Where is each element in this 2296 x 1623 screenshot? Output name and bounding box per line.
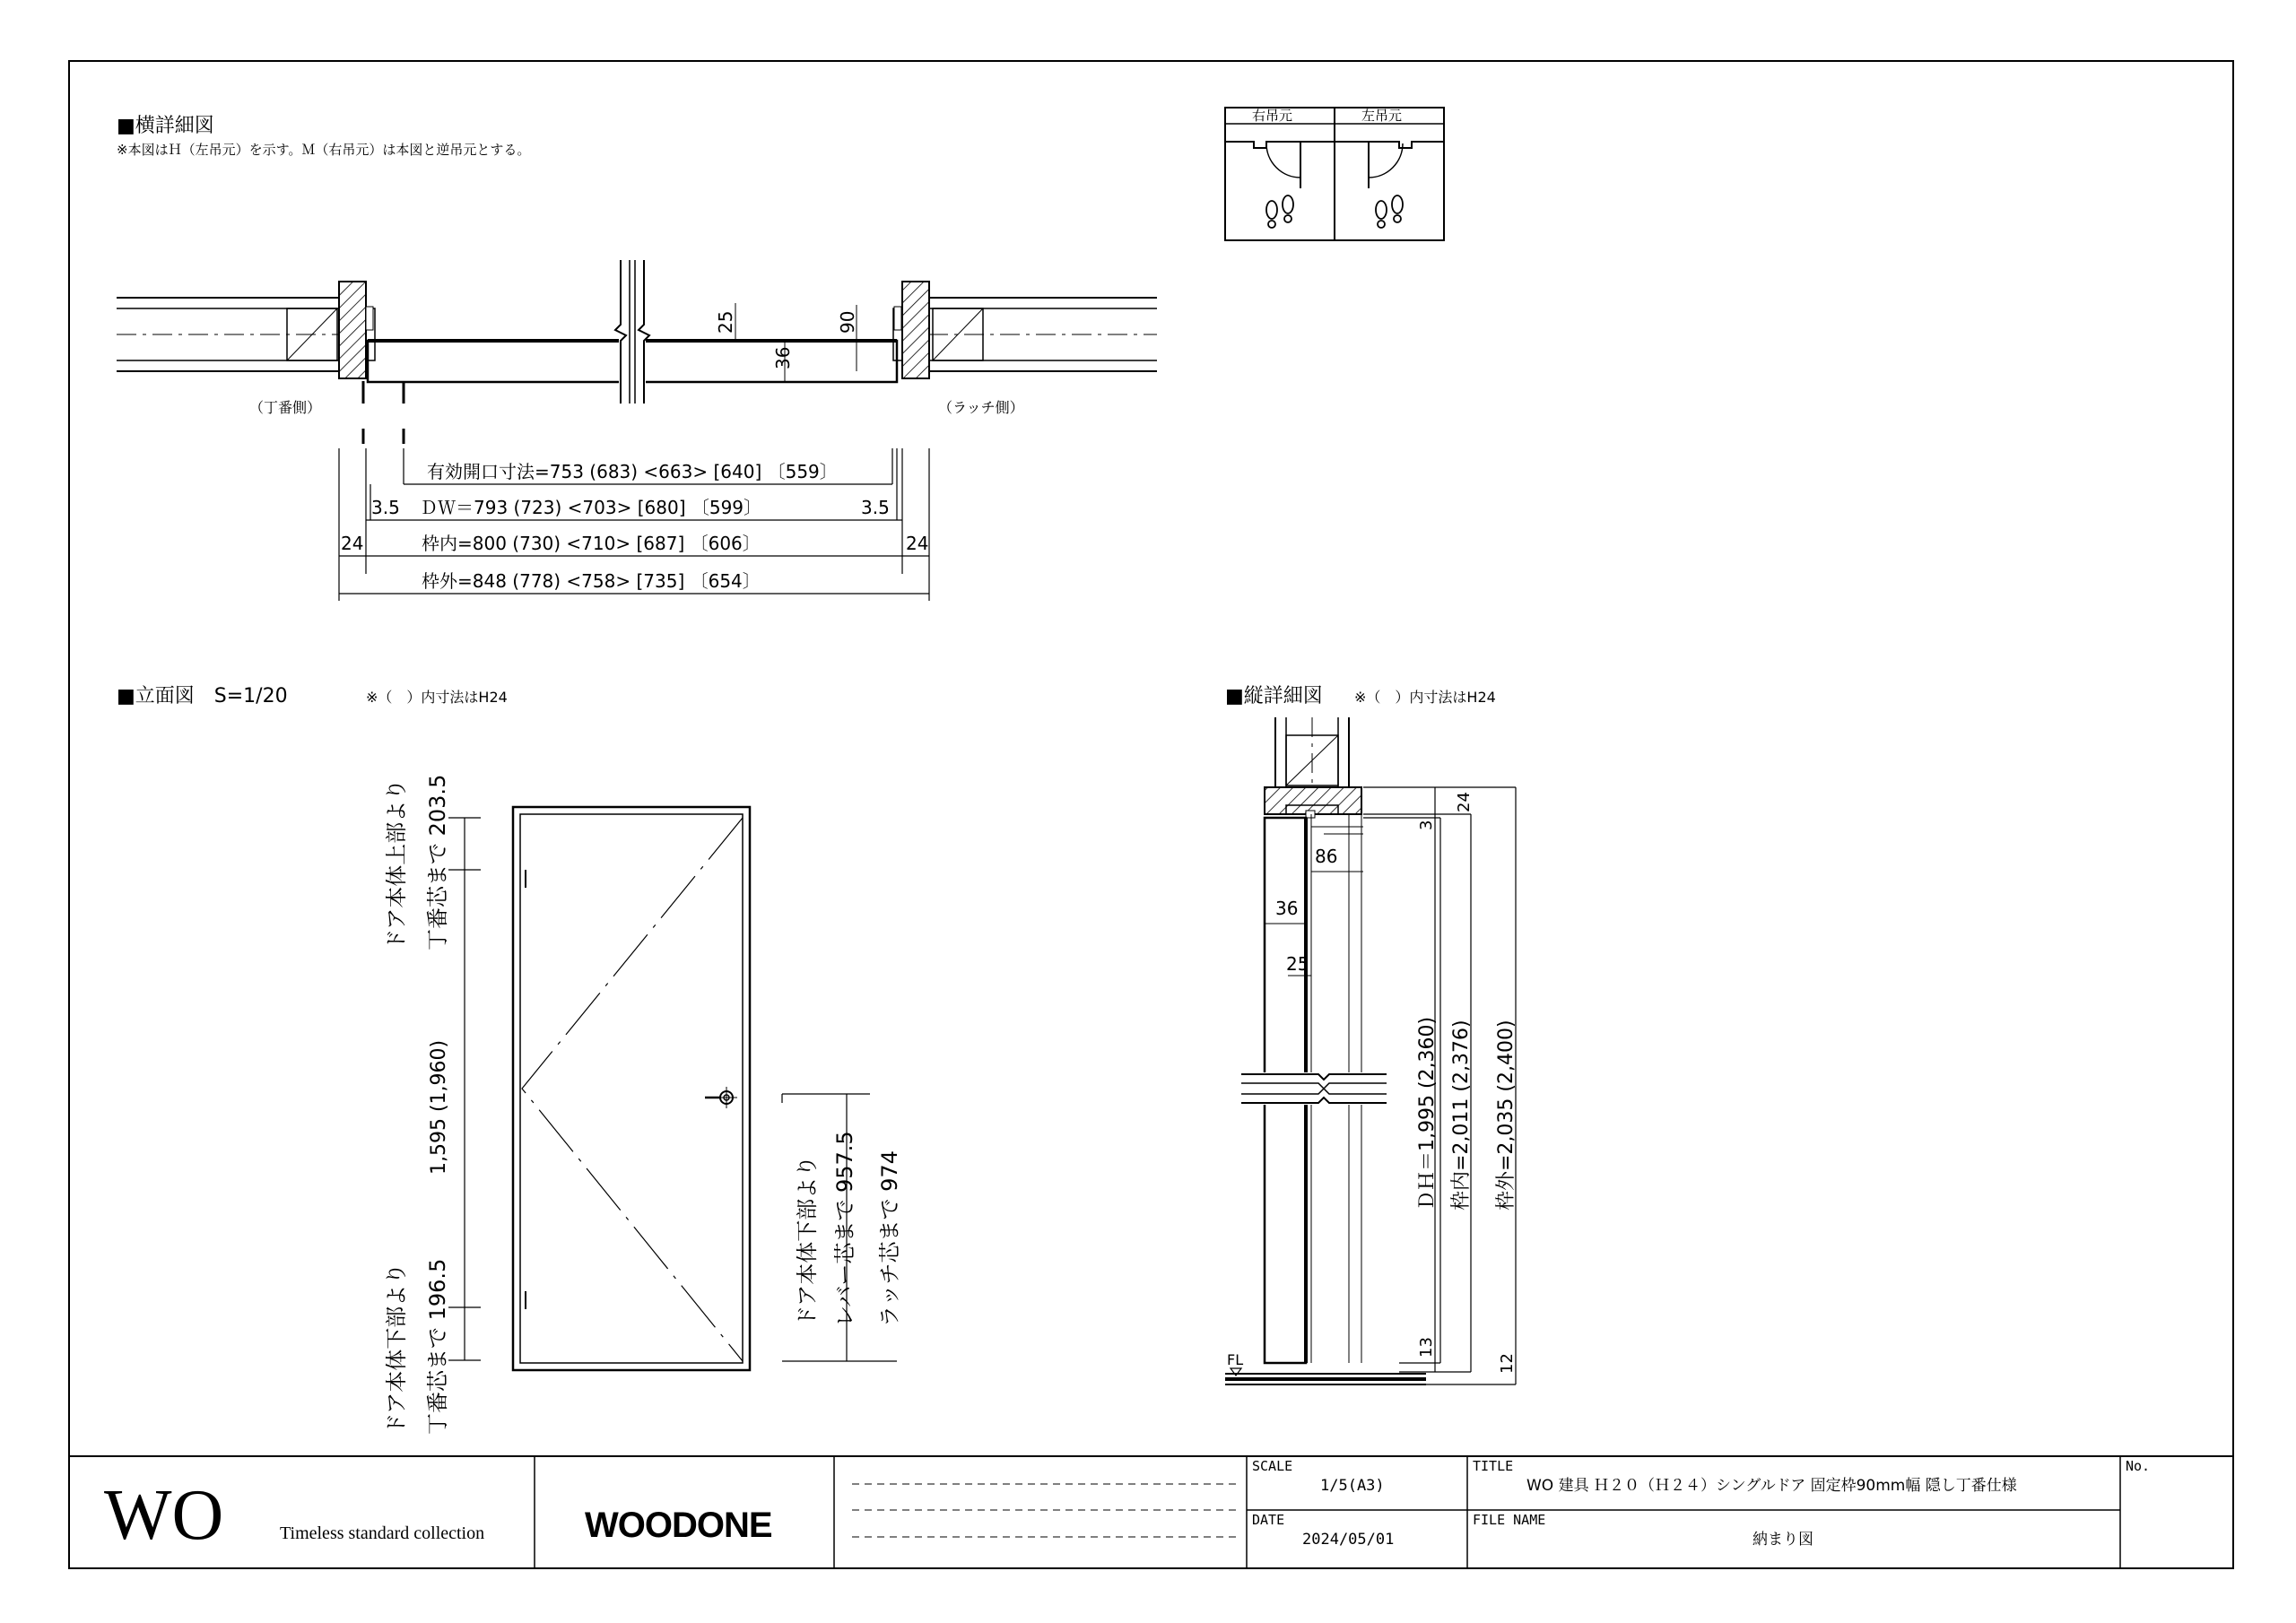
dim-25-label: 25: [715, 310, 736, 334]
brand-tagline: Timeless standard collection: [280, 1523, 485, 1543]
dw-dim: ＤＷ＝793 (723) <703> [680] 〔599〕: [420, 497, 762, 518]
frame-outer-height-dim: 枠外=2,035 (2,400): [1495, 1020, 1518, 1211]
door-leaf-outline: [520, 814, 743, 1363]
lever-label-2: レバー芯まで 957.5: [832, 1131, 857, 1327]
bottom-hinge-label-1: ドア本体下部より: [384, 1263, 409, 1435]
frame-left-dim: 24: [341, 533, 364, 554]
right-hinge-label: 右吊元: [1252, 108, 1293, 124]
vertical-detail-note: ※（ ）内寸法はH24: [1354, 689, 1496, 706]
dim-36-vertical-label: 36: [1275, 898, 1299, 919]
file-name-label: FILE NAME: [1473, 1512, 1546, 1528]
vertical-detail: [1225, 685, 1518, 1384]
dw-left-dim: 3.5: [371, 497, 400, 518]
latch-side-frame: [902, 282, 929, 378]
door-frame-outline: [513, 807, 750, 1370]
floor-level-label: FL: [1227, 1351, 1244, 1368]
elevation-note: ※（ ）内寸法はH24: [366, 689, 508, 706]
scale-label: SCALE: [1252, 1458, 1293, 1474]
dim-3-label: 3: [1417, 820, 1436, 830]
woodone-logo: WOODONE: [585, 1506, 772, 1545]
frame-right-dim: 24: [906, 533, 929, 554]
frame-inner-height-dim: 枠内=2,011 (2,376): [1450, 1020, 1473, 1211]
dim-12-label: 12: [1498, 1353, 1517, 1374]
effective-opening-dim: 有効開口寸法=753 (683) <663> [640] 〔559〕: [427, 461, 838, 482]
latch-side-label: （ラッチ側）: [938, 399, 1024, 416]
title-block: [69, 1456, 2233, 1568]
door-height-dim: ＤＨ＝1,995 (2,360): [1416, 1016, 1439, 1211]
elevation-title: ■立面図 S=1/20: [117, 685, 288, 707]
hinge-side-frame: [339, 282, 366, 378]
scale-value: 1/5(A3): [1320, 1477, 1385, 1495]
bottom-hinge-label-2: 丁番芯まで 196.5: [425, 1258, 450, 1435]
hinge-side-label: （丁番側）: [249, 399, 322, 416]
elevation-view: [117, 685, 902, 1435]
lever-handle-icon: [705, 1087, 737, 1108]
horizontal-detail-title: ■横詳細図: [117, 115, 214, 137]
top-hinge-label-2: 丁番芯まで 203.5: [425, 774, 450, 950]
dim-25-vertical-label: 25: [1286, 953, 1309, 975]
swing-legend: [1225, 108, 1444, 240]
date-value: 2024/05/01: [1302, 1531, 1395, 1549]
date-label: DATE: [1252, 1512, 1285, 1528]
horizontal-detail-note: ※本図はＨ（左吊元）を示す。Ｍ（右吊元）は本図と逆吊元とする。: [117, 142, 531, 158]
frame-inner-dim: 枠内=800 (730) <710> [687] 〔606〕: [422, 533, 761, 554]
dim-86-label: 86: [1315, 846, 1338, 867]
number-label: No.: [2126, 1458, 2151, 1474]
dw-right-dim: 3.5: [861, 497, 890, 518]
lever-label-1: ドア本体下部より: [795, 1155, 820, 1327]
left-hinge-label: 左吊元: [1361, 108, 1403, 124]
top-hinge-label-1: ドア本体上部より: [384, 778, 409, 950]
brand-wordmark: WO: [104, 1476, 224, 1555]
title-value: WO 建具 Ｈ２０（Ｈ２４）シングルドア 固定枠90mm幅 隠し丁番仕様: [1526, 1477, 2017, 1495]
title-label: TITLE: [1473, 1458, 1514, 1474]
dim-13-label: 13: [1417, 1337, 1436, 1358]
dim-90-label: 90: [837, 310, 858, 334]
dim-36-label: 36: [772, 346, 794, 369]
horizontal-detail: [117, 115, 1157, 601]
vertical-detail-title: ■縦詳細図: [1225, 685, 1323, 707]
middle-dim-label: 1,595 (1,960): [428, 1039, 450, 1175]
dim-24-label: 24: [1455, 792, 1474, 812]
latch-label: ラッチ芯まで 974: [877, 1150, 902, 1327]
frame-outer-dim: 枠外=848 (778) <758> [735] 〔654〕: [422, 570, 761, 592]
file-name-value: 納まり図: [1752, 1531, 1813, 1549]
